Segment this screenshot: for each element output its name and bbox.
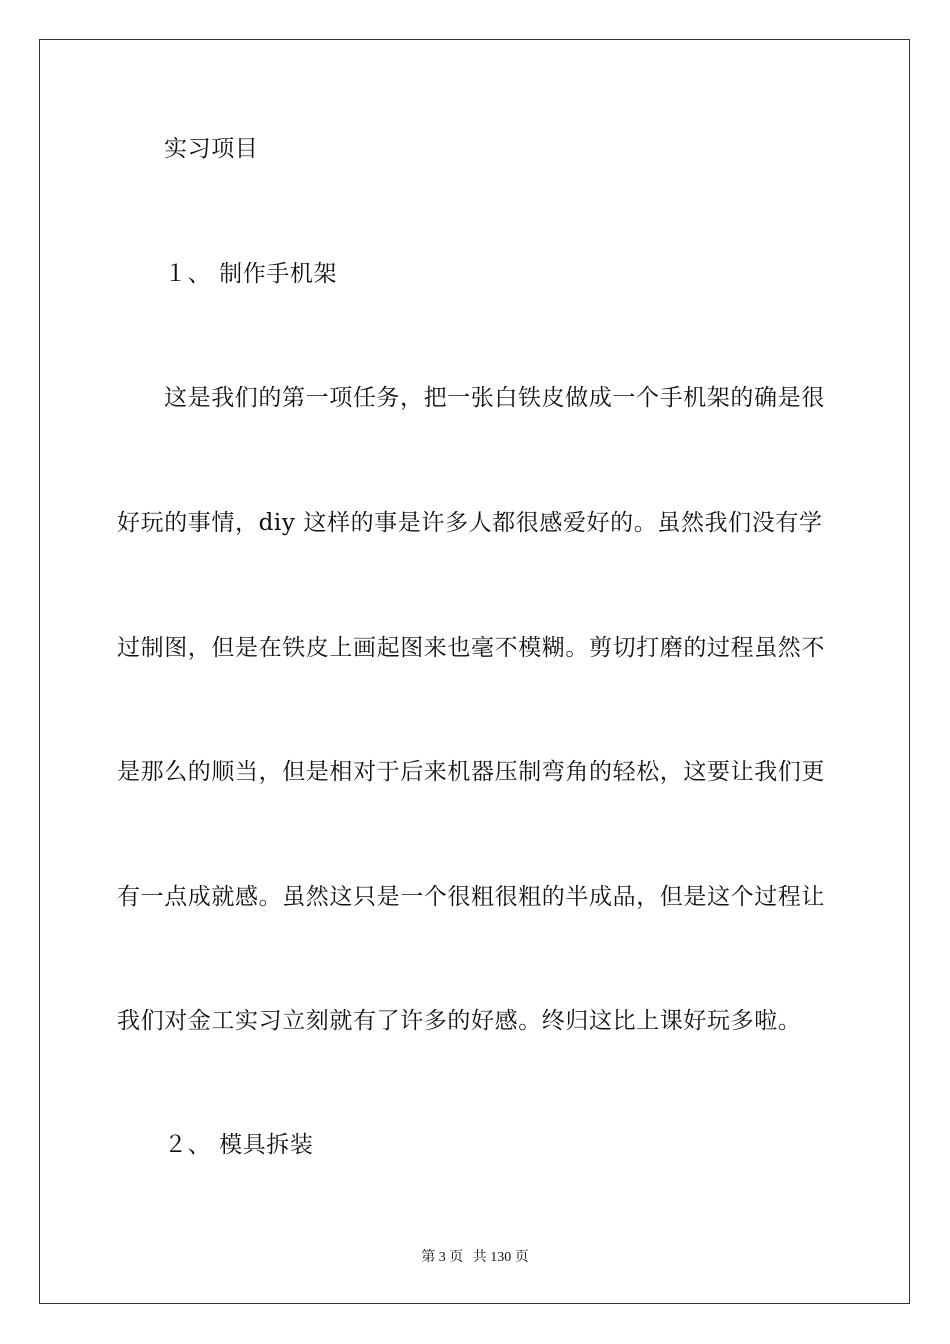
paragraph-line: 这是我们的第一项任务，把一张白铁皮做成一个手机架的确是很 <box>164 385 825 411</box>
page-border <box>39 39 910 1304</box>
paragraph-line: 过制图，但是在铁皮上画起图来也毫不模糊。剪切打磨的过程虽然不 <box>117 635 825 661</box>
paragraph-line: 有一点成就感。虽然这只是一个很粗很粗的半成品，但是这个过程让 <box>117 884 825 910</box>
paragraph-line: 好玩的事情，diy 这样的事是许多人都很感爱好的。虽然我们没有学 <box>117 510 823 536</box>
heading: 实习项目 <box>164 136 259 162</box>
section-title-2: ２、 模具拆装 <box>164 1132 314 1158</box>
section-title-1: １、 制作手机架 <box>164 261 338 287</box>
page-footer <box>0 1248 950 1268</box>
paragraph-line: 是那么的顺当，但是相对于后来机器压制弯角的轻松，这要让我们更 <box>117 759 825 785</box>
total-pages: 共 130 页 <box>472 1250 529 1265</box>
paragraph-line: 我们对金工实习立刻就有了许多的好感。终归这比上课好玩多啦。 <box>117 1008 802 1034</box>
page-number: 第 3 页 <box>421 1250 464 1265</box>
